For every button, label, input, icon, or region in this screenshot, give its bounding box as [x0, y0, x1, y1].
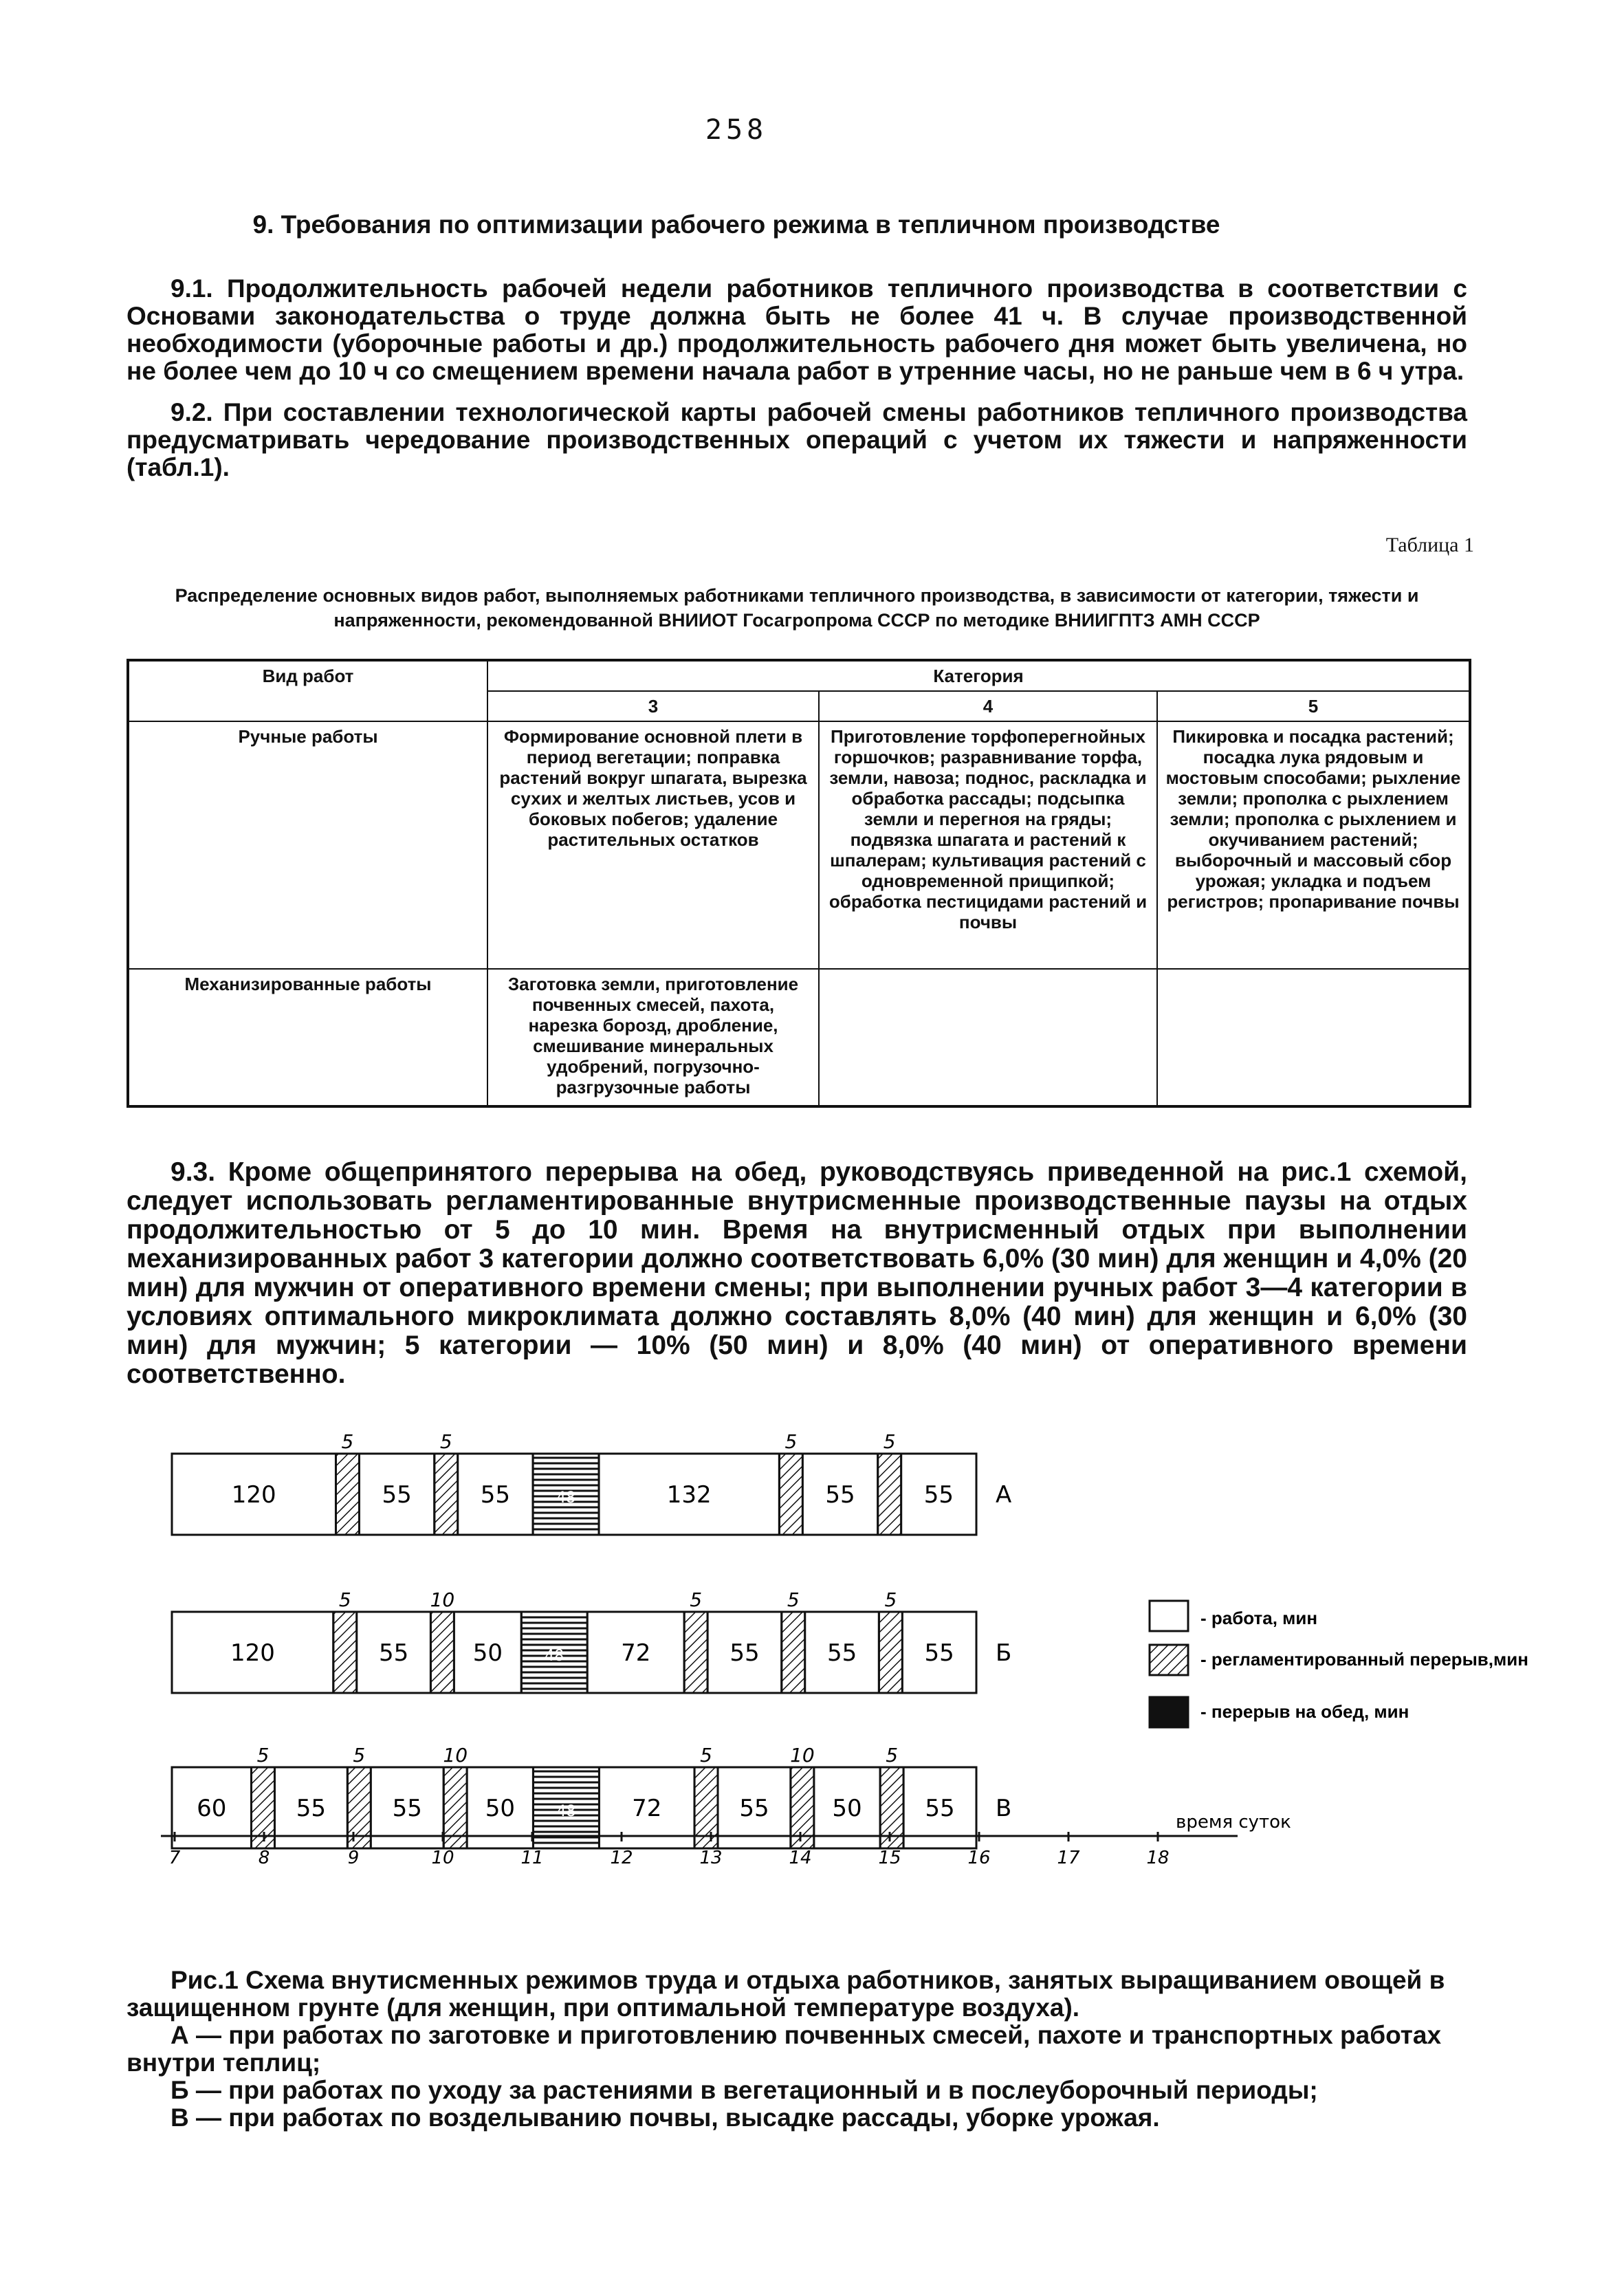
lunch-segment-label: 48: [556, 1489, 576, 1507]
pause-segment: [336, 1454, 359, 1535]
header-category: Категория: [487, 660, 1470, 691]
pause-segment: [782, 1612, 805, 1693]
axis-tick-label: 14: [789, 1848, 812, 1868]
work-segment-label: 55: [382, 1481, 412, 1509]
work-segment-label: 55: [826, 1639, 857, 1667]
figure-caption-main: Рис.1 Схема внутисменных режимов труда и отдыха работников, занятых выращиванием овощей в защищенном грунте (для женщин, при оптимальной температуре воздуха).: [127, 1966, 1445, 2022]
work-segment-label: 50: [485, 1795, 515, 1822]
work-segment-label: 132: [666, 1481, 712, 1509]
pause-segment-label: 5: [886, 1744, 899, 1767]
figure-caption-a: А — при работах по заготовке и приготовлению почвенных смесей, пахоте и транспортных работах внутри теплиц;: [127, 2021, 1442, 2077]
row-cell-c3: Формирование основной плети в период вегетации; поправка растений вокруг шпагата, вырезка сухих и желтых листьев, усов и боковых побегов; удаление растительных остатков: [487, 721, 819, 969]
work-segment-label: 55: [378, 1639, 409, 1667]
work-segment-label: 72: [621, 1639, 651, 1667]
table-row: [128, 721, 1470, 969]
schedule-row-letter: А: [996, 1481, 1012, 1509]
work-segment-label: 55: [729, 1639, 760, 1667]
pause-segment: [435, 1454, 458, 1535]
legend-work-swatch: [1150, 1601, 1188, 1631]
figure-caption-c: В — при работах по возделыванию почвы, высадке рассады, уборке урожая.: [171, 2103, 1160, 2132]
pause-segment-label: 10: [790, 1744, 815, 1767]
axis-tick-label: 17: [1057, 1848, 1080, 1868]
header-kind: Вид работ: [128, 660, 487, 721]
row-cell-c5: [1157, 969, 1470, 1106]
header-cat-4: 4: [819, 691, 1157, 721]
work-segment-label: 50: [832, 1795, 862, 1822]
row-cell-c3: Заготовка земли, приготовление почвенных смесей, пахота, нарезка борозд, дробление, смешивание минеральных удобрений, погрузочно-разгрузочные работы: [487, 969, 819, 1106]
pause-segment: [878, 1454, 901, 1535]
work-segment-label: 72: [632, 1795, 662, 1822]
pause-segment-label: 5: [690, 1588, 703, 1611]
row-kind: Механизированные работы: [128, 969, 487, 1106]
pause-segment: [333, 1612, 357, 1693]
pause-segment-label: 5: [884, 1588, 897, 1611]
pause-segment-label: 5: [338, 1588, 351, 1611]
work-segment-label: 55: [925, 1795, 955, 1822]
schedule-rows: [172, 1430, 1011, 1848]
table-caption: Распределение основных видов работ, выполняемых работниками тепличного производства, в зависимости от категории, тяжести и напряженности, рекомендованной ВНИИОТ Госагропрома СССР по методике ВНИИГПТЗ АМН СССР: [175, 585, 1419, 631]
pause-segment: [430, 1612, 454, 1693]
work-segment-label: 55: [480, 1481, 511, 1509]
section-title: 9. Требования по оптимизации рабочего режима в тепличном производстве: [252, 210, 1220, 239]
table-row: [128, 969, 1470, 1106]
work-segment-label: 60: [197, 1795, 227, 1822]
pause-segment-label: 5: [439, 1430, 452, 1453]
lunch-segment-label: 48: [556, 1803, 576, 1820]
legend-lunch-swatch: [1150, 1697, 1188, 1727]
pause-segment: [684, 1612, 707, 1693]
table-label: Таблица 1: [1385, 534, 1474, 556]
pause-segment-label: 5: [883, 1430, 896, 1453]
axis-tick-label: 15: [878, 1848, 901, 1868]
pause-segment-label: 5: [341, 1430, 354, 1453]
row-kind: Ручные работы: [128, 721, 487, 969]
legend-work-label: - работа, мин: [1200, 1608, 1318, 1628]
row-cell-c4: [819, 969, 1157, 1106]
schedule-row-letter: В: [996, 1795, 1012, 1822]
axis-tick-label: 16: [967, 1848, 991, 1868]
work-segment-label: 55: [825, 1481, 855, 1509]
work-rest-schedule-diagram: [151, 1417, 1528, 1898]
legend: [1150, 1601, 1528, 1727]
paragraph-9-3: 9.3. Кроме общепринятого перерыва на обед, руководствуясь приведенной на рис.1 схемой, следует использовать регламентированные внутрисменные производственные паузы на отдых продолжительностью от 5 до 10 мин. Время на внутрисменный отдых при выполнении механизированных работ 3 категории должно соответствовать 6,0% (30 мин) для женщин и 4,0% (20 мин) для мужчин от оперативного времени смены; при выполнении ручных работ 3—4 категории в условиях оптимального микроклимата должно составлять 8,0% (40 мин) для женщин и 6,0% (30 мин) для мужчин; 5 категории — 10% (50 мин) и 8,0% (40 мин) от оперативного времени соответственно.: [127, 1157, 1467, 1389]
axis-title: время суток: [1176, 1812, 1291, 1833]
axis-tick-label: 10: [431, 1848, 454, 1868]
pause-segment-label: 10: [430, 1588, 455, 1611]
work-segment-label: 120: [230, 1639, 275, 1667]
axis-tick-label: 11: [520, 1848, 544, 1868]
lunch-segment-label: 48: [545, 1648, 564, 1665]
work-categories-table: [127, 659, 1471, 1108]
pause-segment: [879, 1612, 902, 1693]
schedule-row-letter: Б: [996, 1639, 1012, 1667]
schedule-row-3: [172, 1744, 1011, 1848]
paragraph-9-2: 9.2. При составлении технологической карты рабочей смены работников тепличного производства предусматривать чередование производственных операций с учетом их тяжести и напряженности (табл.1).: [127, 398, 1467, 481]
pause-segment-label: 5: [787, 1588, 800, 1611]
pause-segment-label: 5: [353, 1744, 366, 1767]
pause-segment-label: 5: [700, 1744, 712, 1767]
row-cell-c5: Пикировка и посадка растений; посадка лука рядовым и мостовым способами; рыхление земли; прополка с рыхлением земли; прополка с рыхлением и окучиванием растений; выборочный и массовый сбор урожая; укладка и подъем регистров; пропаривание почвы: [1157, 721, 1470, 969]
row-cell-c4: Приготовление торфоперегнойных горшочков; разравнивание торфа, земли, навоза; поднос, раскладка и обработка рассады; подсыпка земли и перегноя на гряды; подвязка шпагата и растений к шпалерам; культивация растений с одновременной прищипкой; обработка пестицидами растений и почвы: [819, 721, 1157, 969]
schedule-row-2: [172, 1588, 1011, 1693]
pause-segment: [779, 1454, 802, 1535]
pause-segment-label: 5: [256, 1744, 270, 1767]
schedule-row-1: [172, 1430, 1011, 1535]
axis-tick-label: 7: [168, 1848, 181, 1868]
work-segment-label: 55: [392, 1795, 422, 1822]
work-segment-label: 50: [472, 1639, 503, 1667]
figure-caption: [127, 1967, 1471, 2132]
legend-lunch-label: - перерыв на обед, мин: [1200, 1701, 1409, 1722]
work-segment-label: 55: [923, 1481, 954, 1509]
table-header-row: [128, 660, 1470, 691]
axis-tick-label: 9: [347, 1848, 360, 1868]
work-segment-label: 55: [739, 1795, 769, 1822]
work-segment-label: 55: [296, 1795, 327, 1822]
work-segment-label: 55: [924, 1639, 954, 1667]
header-cat-3: 3: [487, 691, 819, 721]
pause-segment-label: 5: [784, 1430, 798, 1453]
axis-tick-label: 13: [699, 1848, 723, 1868]
pause-segment-label: 10: [443, 1744, 468, 1767]
legend-pause-label: - регламентированный перерыв,мин: [1200, 1649, 1528, 1670]
axis-tick-label: 18: [1146, 1848, 1170, 1868]
page-number: 258: [705, 114, 768, 146]
paragraph-9-1: 9.1. Продолжительность рабочей недели работников тепличного производства в соответствии с Основами законодательства о труде должна быть не более 41 ч. В случае производственной необходимости (уборочные работы и др.) продолжительность рабочего дня может быть увеличена, но не более чем до 10 ч со смещением времени начала работ в утренние часы, но не раньше чем в 6 ч утра.: [127, 274, 1467, 385]
axis-tick-label: 12: [610, 1848, 633, 1868]
header-cat-5: 5: [1157, 691, 1470, 721]
legend-pause-swatch: [1150, 1645, 1188, 1675]
figure-caption-b: Б — при работах по уходу за растениями в вегетационный и в послеуборочный периоды;: [171, 2076, 1318, 2104]
work-segment-label: 120: [231, 1481, 276, 1509]
axis-tick-label: 8: [258, 1848, 270, 1868]
